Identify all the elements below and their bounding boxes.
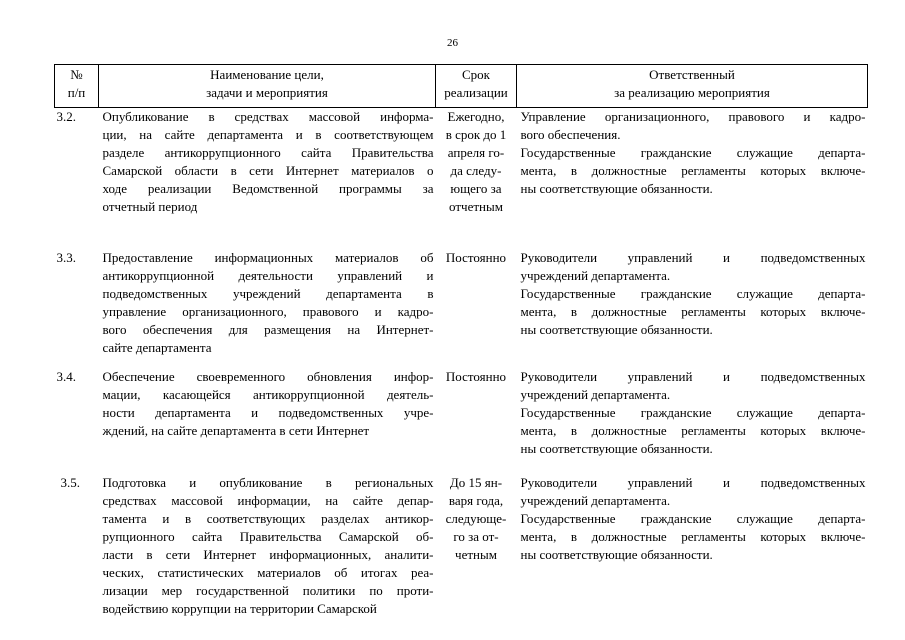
- responsible-line: Государственные гражданские служащие департа-: [520, 145, 866, 160]
- header-deadline-line: реализации: [444, 85, 508, 100]
- responsible-line: ны соответствующие обязанности.: [520, 321, 713, 337]
- header-responsible-line: за реализацию мероприятия: [614, 85, 770, 100]
- deadline-line: следующе-: [445, 510, 507, 526]
- responsible-line: Управление организационного, правового и кадро-: [520, 109, 866, 124]
- deadline-line: варя года,: [448, 492, 504, 508]
- row-number: 3.2.: [56, 109, 76, 124]
- deadline-line: в срок до 1: [445, 127, 507, 142]
- responsible-line: мента, в должностные регламенты которых включе-: [520, 528, 866, 544]
- row-goal: [99, 368, 436, 474]
- goal-line: отчетный период: [102, 199, 198, 214]
- goal-line: лизации мер государственной политики по проти-: [102, 582, 434, 598]
- goal-line: Опубликование в средствах массовой информа-: [102, 109, 434, 124]
- goal-line: ходе реализации Ведомственной программы за: [102, 181, 434, 196]
- goal-line: антикоррупционной деятельности управлений и: [102, 267, 434, 283]
- responsible-line: учреждений департамента.: [520, 386, 671, 402]
- goal-line: Самарской области в сети Интернет материалов о: [102, 163, 434, 178]
- row-deadline: [436, 249, 517, 368]
- responsible-line: мента, в должностные регламенты которых включе-: [520, 303, 866, 319]
- row-deadline: [436, 474, 517, 618]
- responsible-line: Государственные гражданские служащие департа-: [520, 404, 866, 420]
- table-row: [55, 474, 868, 618]
- goal-line: Подготовка и опубликование в региональных: [102, 474, 434, 490]
- header-responsible-line: Ответственный: [649, 67, 735, 82]
- row-responsible: [517, 474, 868, 618]
- goal-line: тамента и в соответствующих разделах антикор-: [102, 510, 434, 526]
- responsible-line: учреждений департамента.: [520, 267, 671, 283]
- header-goal-line: Наименование цели,: [210, 67, 324, 82]
- table-row: [55, 108, 868, 249]
- goal-line: Обеспечение своевременного обновления инфор-: [102, 368, 434, 384]
- table-header-row: [55, 65, 868, 108]
- responsible-line: ны соответствующие обязанности.: [520, 546, 713, 562]
- goal-line: подведомственных учреждений департамента в: [102, 285, 434, 301]
- deadline-line: четным: [455, 546, 497, 562]
- deadline-line: Постоянно: [445, 368, 507, 384]
- deadline-line: апреля го-: [447, 145, 505, 160]
- responsible-line: мента, в должностные регламенты которых включе-: [520, 163, 866, 178]
- responsible-line: Государственные гражданские служащие департа-: [520, 285, 866, 301]
- goal-line: рупционного сайта Правительства Самарской об-: [102, 528, 434, 544]
- goal-line: Предоставление информационных материалов об: [102, 249, 434, 265]
- responsible-line: вого обеспечения.: [520, 127, 621, 142]
- row-responsible: [517, 249, 868, 368]
- page-number: 26: [447, 37, 458, 49]
- responsible-line: Государственные гражданские служащие департа-: [520, 510, 866, 526]
- table-row: [55, 249, 868, 368]
- responsible-line: Руководители управлений и подведомственных: [520, 249, 866, 265]
- goal-line: сайте департамента: [102, 339, 212, 355]
- responsible-line: ны соответствующие обязанности.: [520, 440, 713, 456]
- row-deadline: [436, 368, 517, 474]
- deadline-line: отчетным: [449, 199, 503, 214]
- deadline-line: До 15 ян-: [449, 474, 503, 490]
- header-num-line: п/п: [67, 85, 86, 100]
- responsible-line: Руководители управлений и подведомственных: [520, 474, 866, 490]
- goal-line: мации, касающейся антикоррупционной деятель-: [102, 386, 434, 402]
- row-goal: [99, 108, 436, 249]
- goal-line: разделе антикоррупционного сайта Правительства: [102, 145, 434, 160]
- row-goal: [99, 474, 436, 618]
- goal-line: ждений, на сайте департамента в сети Интернет: [102, 422, 370, 438]
- responsible-line: Руководители управлений и подведомственных: [520, 368, 866, 384]
- row-number: 3.4.: [56, 368, 76, 384]
- row-deadline: [436, 108, 517, 249]
- header-goal-line: задачи и мероприятия: [206, 85, 328, 100]
- header-responsible: [517, 65, 868, 108]
- header-num-line: №: [70, 67, 83, 82]
- row-responsible: [517, 108, 868, 249]
- responsible-line: ны соответствующие обязанности.: [520, 181, 713, 196]
- row-number: 3.5.: [60, 474, 80, 490]
- row-responsible: [517, 368, 868, 474]
- deadline-line: Постоянно: [445, 249, 507, 265]
- header-deadline-line: Срок: [462, 67, 490, 82]
- responsible-line: учреждений департамента.: [520, 492, 671, 508]
- goal-line: ности департамента и подведомственных учре-: [102, 404, 434, 420]
- goal-line: ции, на сайте департамента и в соответствующем: [102, 127, 434, 142]
- goal-line: водействию коррупции на территории Самарской: [102, 600, 377, 616]
- goal-line: ческих, статистических материалов об итогах реа-: [102, 564, 434, 580]
- header-deadline: [436, 65, 517, 108]
- row-number: 3.3.: [56, 249, 76, 265]
- goal-line: средствах массовой информации, на сайте депар-: [102, 492, 434, 508]
- responsible-line: мента, в должностные регламенты которых включе-: [520, 422, 866, 438]
- deadline-line: го за от-: [453, 528, 499, 544]
- goal-line: ласти в сети Интернет информационных, аналити-: [102, 546, 434, 562]
- table-row: [55, 368, 868, 474]
- header-goal: [99, 65, 436, 108]
- deadline-line: да следу-: [450, 163, 502, 178]
- header-num: [55, 65, 99, 108]
- goal-line: управление организационного, правового и кадро-: [102, 303, 434, 319]
- deadline-line: ющего за: [450, 181, 502, 196]
- measures-table: [54, 64, 868, 618]
- deadline-line: Ежегодно,: [447, 109, 505, 124]
- row-goal: [99, 249, 436, 368]
- goal-line: вого обеспечения для размещения на Интернет-: [102, 321, 434, 337]
